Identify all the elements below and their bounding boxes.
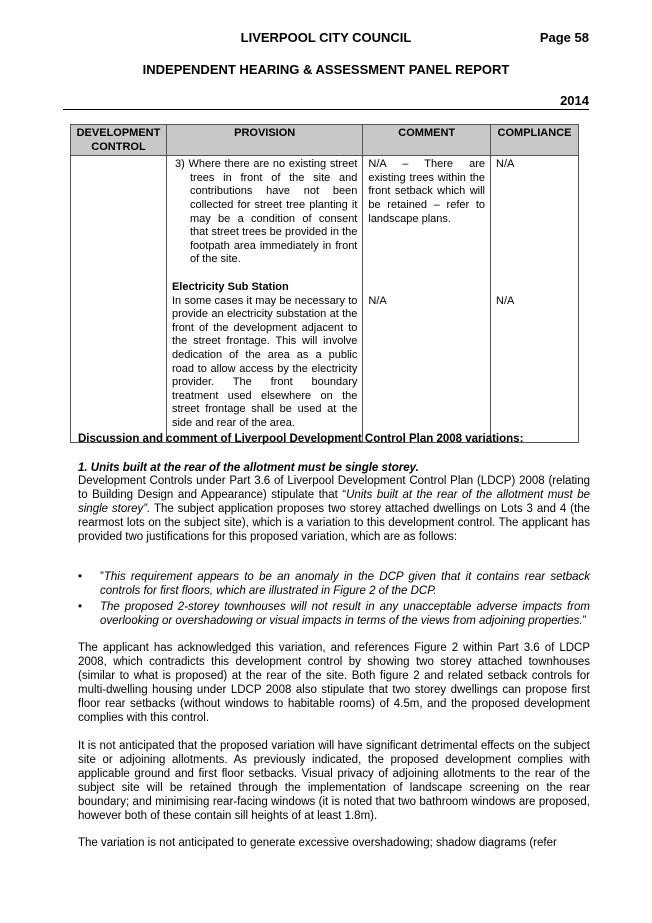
col-header-compliance: COMPLIANCE bbox=[491, 125, 579, 156]
council-name: LIVERPOOL CITY COUNCIL bbox=[240, 30, 412, 45]
table-header-row bbox=[71, 125, 579, 156]
quoted-control: Units built at the rear of the allotment must be single storey”. bbox=[78, 489, 590, 515]
provision-heading: Electricity Sub Station bbox=[171, 280, 289, 293]
bullet-icon: • bbox=[78, 601, 83, 613]
table-row bbox=[71, 156, 579, 269]
list-item-text: This requirement appears to be an anomaly in the DCP given that it contains rear setback controls for first floors, which are illustrated in Figure 2 of the DCP. bbox=[100, 571, 590, 597]
header-divider bbox=[63, 109, 589, 110]
report-year: 2014 bbox=[560, 93, 589, 108]
section-heading: 1. Units built at the rear of the allotment must be single storey. bbox=[78, 462, 419, 474]
cell-provision bbox=[166, 269, 362, 443]
open-quote: ” bbox=[100, 571, 104, 583]
compliance-text: N/A bbox=[496, 294, 515, 307]
list-item bbox=[78, 600, 590, 628]
cell-control bbox=[71, 269, 167, 443]
cell-comment: N/A – There are existing trees within the front setback which will be retained – refer to landscape plans. bbox=[363, 156, 491, 269]
cell-comment bbox=[363, 269, 491, 443]
comment-text: N/A bbox=[368, 294, 387, 307]
provision-text: 3) Where there are no existing street trees in front of the site and contributions have not been collected for street tree planting it may be a condition of consent that street trees be provided in the footpath area immediately in front of the site. bbox=[174, 158, 358, 266]
body-paragraph bbox=[78, 836, 590, 850]
paragraph-text: It is not anticipated that the proposed variation will have significant detrimental effects on the subject site or adjoining allotments. As previously indicated, the proposed development complies with applicable ground and first floor setbacks. Visual privacy of adjoining allotments to the rear of the subject site will be retained through the implementation of landscape screening on the rear boundary; and minimising rear-facing windows (it is noted that two bathroom windows are proposed, however both of these contain sill heights of at least 1.8m). bbox=[78, 740, 590, 822]
body-paragraph bbox=[78, 474, 590, 544]
paragraph-text: The subject application proposes two storey attached dwellings on Lots 3 and 4 (the rearmost lots on the subject site), which is a variation to this development control. The applicant has provided two justifications for this proposed variation, which are as follows: bbox=[78, 503, 590, 543]
dcp-compliance-table bbox=[70, 124, 579, 443]
close-quote: ” bbox=[582, 615, 587, 627]
report-title: INDEPENDENT HEARING & ASSESSMENT PANEL REPORT bbox=[142, 62, 510, 77]
bullet-icon: • bbox=[78, 571, 83, 583]
list-item-text: The proposed 2-storey townhouses will not result in any unacceptable adverse impacts from overlooking or overshadowing or visual impacts in terms of the views from adjoining properties. bbox=[100, 601, 590, 627]
paragraph-text: The variation is not anticipated to generate excessive overshadowing; shadow diagrams (refer bbox=[78, 837, 557, 849]
cell-control bbox=[71, 156, 167, 269]
cell-provision bbox=[166, 156, 362, 269]
paragraph-text: Development Controls under Part 3.6 of Liverpool Development Control Plan (LDCP) 2008 (relating to Building Design and Appearance) stipulate that “ bbox=[78, 475, 590, 501]
provision-text: In some cases it may be necessary to provide an electricity substation at the front of the development adjacent to the street frontage. This will involve dedication of the area as a public road to allow access by the electricity provider. The front boundary treatment used elsewhere on the street frontage shall be used at the side and rear of the area. bbox=[171, 294, 358, 429]
cell-compliance bbox=[491, 269, 579, 443]
col-header-development-control: DEVELOPMENT CONTROL bbox=[71, 125, 167, 156]
body-paragraph bbox=[78, 641, 590, 725]
discussion-heading: Discussion and comment of Liverpool Development Control Plan 2008 variations: bbox=[78, 433, 524, 445]
col-header-provision: PROVISION bbox=[166, 125, 362, 156]
table-row bbox=[71, 269, 579, 443]
page-number: Page 58 bbox=[539, 30, 589, 45]
list-item bbox=[78, 570, 590, 598]
body-paragraph bbox=[78, 739, 590, 823]
col-header-comment: COMMENT bbox=[363, 125, 491, 156]
cell-compliance: N/A bbox=[491, 156, 579, 269]
paragraph-text: The applicant has acknowledged this variation, and references Figure 2 within Part 3.6 of LDCP 2008, which contradicts this development control by showing two storey attached townhouses (similar to what is proposed) at the rear of the site. Both figure 2 and related setback controls for multi-dwelling housing under LDCP 2008 also stipulate that two storey dwellings can propose first floor rear setbacks (without windows to habitable rooms) of 4.5m, and the proposed development complies with this control. bbox=[78, 642, 590, 724]
justification-list bbox=[78, 570, 590, 630]
